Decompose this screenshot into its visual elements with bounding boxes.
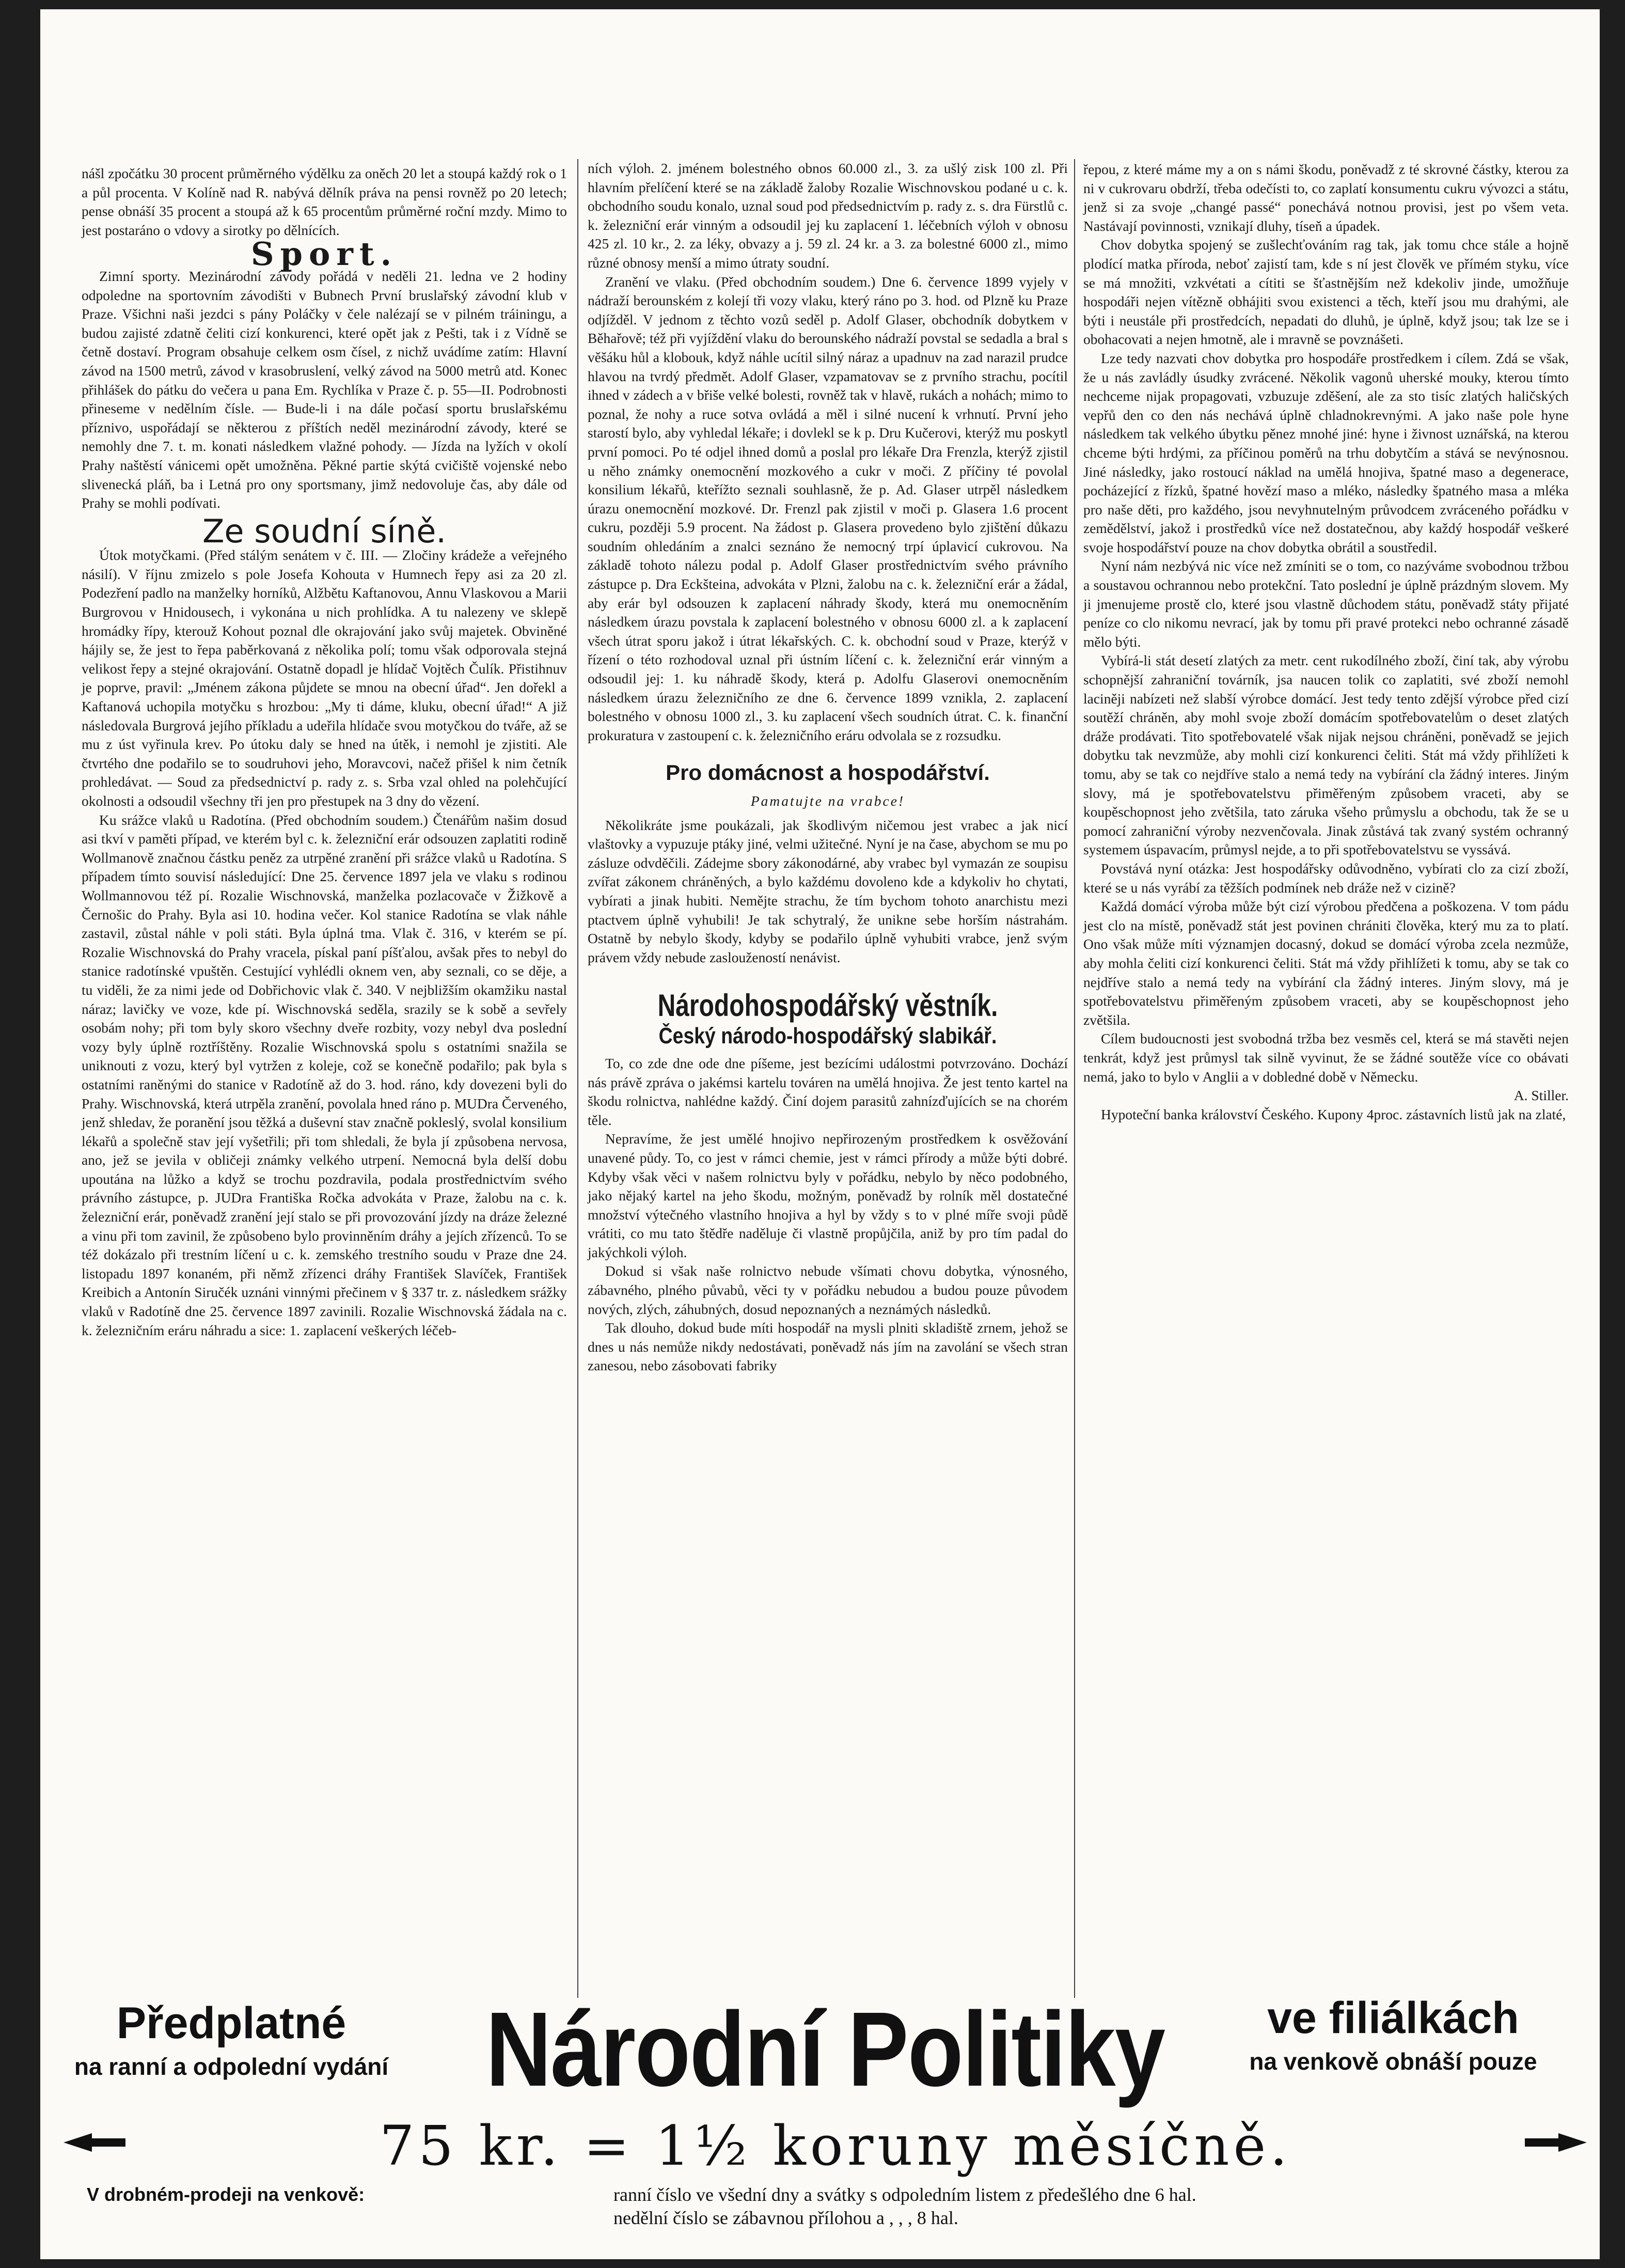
column-divider xyxy=(1074,159,1075,1998)
pointing-hand-icon xyxy=(1522,2127,1589,2158)
article-text: To, co zde dne ode dne píšeme, jest bezícími událostmi potvrzováno. Dochází nás právě zpráva o jakémsi kartelu továren na umělá hnojiva. Že jest tento kartel na škodu rolnictva, nahlédne každý. Činí dojem parasitů zahnízďujících se na chorém těle. xyxy=(588,1055,1068,1128)
article-text: Hypoteční banka království Českého. Kupony 4proc. zástavních listů jak na zlaté, xyxy=(1101,1106,1566,1122)
advert-price: 75 kr. = 1½ koruny měsíčně. xyxy=(379,2114,1292,2178)
article-text: Zimní sporty. Mezinárodní závody pořádá v neděli 21. ledna ve 2 hodiny odpoledne na sportovním závodišti v Bubnech První bruslařský závodní klub v Praze. Všichni naši jezdci s pány Poláčky v čele nalézají se v pilném tráiningu, a budou zajisté zdatně čeliti cizí konkurenci, které opět jak z Pešti, tak i z Vídně se četně dostaví. Program obsahuje celkem osm čísel, z nichž uvádíme zatím: Hlavní závod na 1500 metrů, závod v krasobruslení, velký závod na 5000 metrů atd. Konec přihlášek do pátku do večera u pana Em. Rychlíka v Praze č. p. 55—II. Podrobnosti přineseme v nedělním čísle. — Bude-li i na dále počasí sportu bruslařskému příznivo, uspořádají se některou z příštích neděl mezinárodní závody, které se nemohly dne 7. t. m. konati následkem vlažné pohody. — Jízda na lyžích v okolí Prahy naštěstí vánicemi opět umožněna. Pěkné partie skýtá cvičiště vojenské nebo slivenecká pláň, ba i Letná pro ony sportsmany, jimž nedovoluje čas, aby dále od Prahy se mohli podívati. xyxy=(82,268,567,511)
article-text: Několikráte jsme poukázali, jak škodlivým ničemou jest vrabec a jak nicí vlaštovky a vypuzuje ptáky jiné, velmi užitečné. Nyní je na čase, abychom se mu po zásluze odvděčili. Zádejme sbory zákonodárné, aby vrabec byl vymazán ze soupisu zvířat zákonem chráněných, a bylo každému dovoleno kde a kdykoliv ho chytati, vybírati a jinak hubiti. Nemějte strachu, že tím bychom tohoto anarchistu mezi ptactvem úplně vyhubili! Je tak schytralý, že unikne sebe horším nástrahám. Ostatně by nebylo škody, kdyby se podařilo úplně vyhubiti vrabce, jenž svým právem vždy nebude zasloužeností nenávist. xyxy=(588,817,1068,965)
column-3 xyxy=(1083,160,1569,1124)
article-text: řepou, z které máme my a on s námi škodu, poněvadž z té skrovné částky, kterou za ni v cukrovaru obdrží, třeba odečísti to, co zaplatí konsumentu cukru vývozci a státu, jenž si za svoje „changé passé“ ponechává notnou provisi, jest po všem veta. Nastávají povinnosti, vznikají dluhy, tíseň a úpadek. xyxy=(1083,161,1569,234)
article-text: Lze tedy nazvati chov dobytka pro hospodáře prostředkem i cílem. Zdá se však, že u nás zavládly úsudky zvrácené. Několik vagonů uherské mouky, kterou tímto nechceme nijak propagovati, vzbuzuje zděšení, ale za sto tisíc zlatých haličských vepřů den co den nás nechává úplně chladnokrevnými. A jako naše pole hyne následkem tak velkého úbytku pěnez mnohé jiné: hyne i živnost uznářská, na kterou chceme býti hrdými, za příčinou poměrů na trhu dobytčím a stává se nevýnosnou. Jiné následky, jako rostoucí náklad na umělá hnojiva, špatné maso a degenerace, pocházející z řízků, špatné hovězí maso a mléko, následky špatného masa a mléka pro naše děti, pro každého, jsou nevyhnutelným průvodcem zvráceného pořádku v zemědělství, jakož i prostředků více než dostatečnou, aby každý hospodář veškeré svoje hospodářství pouze na chov dobytka obrátil a soustředil. xyxy=(1083,350,1569,555)
article-text: Každá domácí výroba může být cizí výrobou předčena a poškozena. V tom pádu jest clo na místě, poněvadž stát jest povinen chrániti člověka, který mu za to platí. Ono však může míti významjen docasný, dokud se domácí výroba zcela nezmůže, aby mohla čeliti cizí konkurenci čeliti. Stát má vždy přihlížeti k tomu, aby se tak co nejdříve stalo a nemá tedy na vybírání cla žádný interes. Jiným slovy, má je spotřebovatelstvu přiměřeným způsobem vraceti, aby se koupěschopnost jeho zvětšila. xyxy=(1083,898,1569,1028)
section-heading-court: Ze soudní síně. xyxy=(202,512,447,550)
section-heading-sport: Sport. xyxy=(250,235,398,273)
article-text: Ku srážce vlaků u Radotína. (Před obchodním soudem.) Čtenářům našim dosud asi tkví v paměti případ, ve kterém byl c. k. železniční erár odsouzen zaplatiti rodině Wollmanově značnou částku peněz za utrpěné zranění při srážce vlaků u Radotína. S případem tímto souvisí následující: Dne 25. července 1897 jela ve vlaku s rodinou Wollmannovou též pí. Rozalie Wischnovská, manželka pozlacovače v Žižkově a Černošic do Prahy. Byla asi 10. hodina večer. Kol stanice Radotína se vlak náhle zastavil, zůstal náhle v poli státi. Byla úplná tma. Vlak č. 316, v kterém se pí. Rozalie Wischnovská do Prahy vracela, pískal paní píšťalou, avšak přes to nebyl do stanice radotínské vpuštěn. Cestující vyhlédli oknem ven, aby seznali, co se děje, a tu viděli, že za nimi jede od Dobřichovic vlak č. 340. V nejbližším okamžiku nastal náraz; lavičky ve voze, kde pí. Wischnovská seděla, srazily se k sobě a sevřely osobám nohy; při tom byly skoro všechny dveře rozbity, vozy nebyl dva poslední vozy byly úplně roztříštěny. Rozalie Wischnovská spolu s ostatními snažila se uniknouti z vozu, který byl vytržen z koleje, což se konečně podařilo; pak byla s ostatními raněnými do stanice v Radotíně až do 3. hod. ráno, kdy dovezeni byli do Prahy. Wischnovská, která utrpěla zranění, povolala hned ráno p. MUDra Červeného, jenž shledav, že poranění jsou těžká a duševní stav značně pokleslý, svolal konsilium lékařů a společně stav její vyšetřili; při tom shledali, že byla jí způsobena nervosa, ano, jež se jevila v obličeji známky velkého utrpení. Nemocná byla delší dobu upoutána na lůžko a když se trochu pozdravila, podala prostřednictvím svého právního zástupce, p. JUDra Františka Ročka advokáta v Praze, žalobu na c. k. železniční erár, poněvadž zranění její stalo se při provozování jízdy na dráze železné a vinu při tom zavinil, že způsobeno bylo provinněním dráhy a jejích zřízenců. To se též dokázalo při trestním líčení u c. k. zemského trestního soudu v Praze dne 24. listopadu 1897 konaném, při němž zřízenci dráhy František Slavíček, František Kreibich a Antonín Siručék uznáni vinnými přečinem v § 337 tr. z. následkem srážky vlaků v Radotíně dne 25. července 1897 zavinili. Rozalie Wischnovská žádala na c. k. železničním eráru náhradu a sice: 1. zaplacení veškerých léčeb- xyxy=(82,811,567,1338)
article-text: Dokud si však naše rolnictvo nebude všímati chovu dobytka, výnosného, zábavného, plného půvabů, věci ty v pořádku nebudou a budou pouze původem nových, zlých, záhubných, dosud nepoznaných a neznámých následků. xyxy=(588,1263,1068,1317)
column-2 xyxy=(588,159,1068,1375)
article-text: ních výloh. 2. jménem bolestného obnos 60.000 zl., 3. za ušlý zisk 100 zl. Při hlavním přelíčení které se na základě žaloby Rozalie Wischnovskou podané u c. k. obchodního soudu konalo, uznal soud pod předsednictvím p. rady z. s. dra Fürstlů c. k. železniční erár vinným a odsoudil jej ku zaplacení 1. léčebních výloh v obnosu 425 zl. 10 kr., 2. za léky, obvazy a j. 59 zl. 24 kr. a 3. za bolestné 6000 zl., mimo různé obnosy menší a mimo útraty soudní. xyxy=(588,160,1068,271)
advert-ranni: na ranní a odpolední vydání xyxy=(74,2053,389,2080)
column-divider xyxy=(577,159,578,1998)
advert-line-1: ranní číslo ve všední dny a svátky s odpoledním listem z předešlého dne 6 hal. xyxy=(613,2184,1196,2205)
author-signature: A. Stiller. xyxy=(1513,1087,1569,1104)
pointing-hand-icon xyxy=(61,2127,128,2158)
advert-line-2: nedělní číslo se zábavnou přílohou a , , , 8 hal. xyxy=(613,2208,958,2228)
subheading: Český národo-hospodářský slabikář. xyxy=(658,1023,997,1049)
column-1 xyxy=(82,164,567,1340)
section-heading-economy: Národohospodářský věstník. xyxy=(657,988,998,1023)
advert-drobnem: V drobném-prodeji na venkově: xyxy=(87,2184,365,2205)
article-text: Povstává nyní otázka: Jest hospodářsky odůvodněno, vybírati clo za cizí zboží, které se u nás vyrábí za těžších podmínek neb dráže než v cizině? xyxy=(1083,860,1569,896)
advert-filialkach: ve filiálkách xyxy=(1267,1993,1519,2043)
advert-predplatne: Předplatné xyxy=(116,1998,346,2048)
article-text: Nyní nám nezbývá nic více než zmíniti se o tom, co nazýváme svobodnou tržbou a soustavou ochrannou nebo protekční. Tato poslední je úplně prázdným slovem. My ji jmenujeme prostě clo, které jsou vlastně důchodem státu, poněvadž státy přijaté peníze co clo nikomu nevrací, jak by tomu při pravé protekci nebo ochranné zásadě mělo býti. xyxy=(1083,558,1569,650)
article-text: Útok motyčkami. (Před stálým senátem v č. III. — Zločiny krádeže a veřejného násilí). V říjnu zmizelo s pole Josefa Kohouta v Humnech řepy asi za 20 zl. Podezření padlo na manželky horníků, Alžbětu Kaftanovou, Annu Vlaskovou a Marii Burgrovou v Hnidousech, i vykonána u nich prohlídka. A tu nalezeny ve sklepě hromádky řípy, kterouž Kohout poznal dle okrajování jako svůj majetek. Obviněné hájily se, že jest to řepa paběrkovaná z několika polí; tomu však odporovala stejná velikost řepy a stejné okrajování. Ostatně dopadl je hlídač Vojtěch Čulík. Přistihnuv je poprve, pravil: „Jménem zákona půjdete se mnou na obecní úřad“. Jen dořekl a Kaftanová uchopila motyčku s hrozbou: „My ti dáme, kluku, obecní úřad!“ A již následovala Burgrová jejího příkladu a udeřila hlídače svou motyčkou do tváře, až se mu z úst vyřinula krev. Po útoku daly se hned na útěk, i nemohl je zjistiti. Ale čtvrtého dne podařilo se to soudruhovi jeho, Moravcovi, načež přišel k nim četník prohledávat. — Soud za předsednictví p. rady z. s. Srba vzal ohled na polehčující okolnosti a odsoudil všechny tři jen pro přestupek na 3 dny do vězení. xyxy=(82,547,567,809)
article-text: Zranění ve vlaku. (Před obchodním soudem.) Dne 6. července 1899 vyjely v nádraží berounském z kolejí tři vozy vlaku, který ráno po 3. hod. od Plzně ku Praze odjížděl. V jednom z těchto vozů seděl p. Adolf Glaser, obchodník dobytkem v Běhařově; též při vyjíždění vlaku do berounského nádraží povstal se sedadla a bral s věšáku hůl a klobouk, když náhle ucítil silný náraz a upadnuv na zad narazil prudce hlavou na tvrdý předmět. Adolf Glaser, vzpamatovav se z prvního strachu, pocítil ihned v zádech a v břiše velké bolesti, rovněž tak v hlavě, rukách a nohách; mimo to poznal, že nohy a ruce sotva ovládá a měl i silné nucení k vrhnutí. První jeho starostí bylo, aby vyhledal lékaře; i dovlekl se k p. Dru Kučerovi, kterýž mu poskytl první pomoci. Po té odjel ihned domů a poslal pro lékaře Dra Frenzla, kterýž zjistil u něho známky onemocnění mozkového a cukr v moči. Z příčiny té povolal konsilium lékařů, kteřížto seznali souhlasně, že p. Ad. Glaser utrpěl následkem úrazu onemocnění mozkové. Dr. Frenzl pak zjistil v moči p. Glasera 1.6 procent cukru, později 5.9 procent. Na žádost p. Glasera provedeno bylo zjištění důkazu soudním ohledáním a znalci seznáno že nemocný trpí úplavicí cukrovou. Na základě tohoto nálezu podal p. Adolf Glaser prostřednictvím svého právního zástupce p. Dra Eckšteina, advokáta v Plzni, žalobu na c. k. železniční erár a žádal, aby erár byl odsouzen k zaplacení náhrady škody, která mu onemocněním následkem úrazu povstala k zaplacení bolestného v obnosu 6000 zl. a k zaplacení všech útrat sporu jakož i útrat lékařských. C. k. obchodní soud v Praze, kterýž v řízení o této rozhodoval uznal při ústním líčení c. k. železniční erár vinným a odsoudil jej: 1. ku náhradě škody, která p. Adolfu Glaserovi onemocněním následkem úrazu železničního ze dne 6. července 1899 vznikla, 2. zaplacení bolestného v obnosu 1000 zl., 3. ku zaplacení všech soudních útrat. C. k. finanční prokuratura v zastoupení c. k. železničního eráru odvolala se z rozsudku. xyxy=(588,273,1068,743)
article-text: Vybírá-li stát desetí zlatých za metr. cent rukodílného zboží, činí tak, aby výrobu schopnější zahraniční továrník, jsa naucen tolik co zaplatiti, své zboží nemohl laciněji nabízeti než slabší výrobce domácí. Jest tedy tento zdější výrobce před cizí soutěží chráněn, aby mohl svoje zboží domácím spotřebovatelům o deset zlatých dráže prodávati. Tito spotřebovatelé však nijak nejsou chráněni, poněvadž se jejich dobytku tak nevzmůže, aby mohli cizí konkurenci čeliti. Stát má vždy přihlížeti k tomu, aby se tak co nejdříve stalo a nemá tedy na vybírání cla žádný interes. Jiným slovy, má je spotřebovatelstvu přiměřeným způsobem vraceti, aby se koupěschopnost jeho zvětšila, tato záruka všeho průmyslu a obchodu, tak že se u pomocí zahraniční výroby nezvenčovala. Jinak zůstává tak zvaný systém ochranný systemem úspavacím, průmysl nejde, a to při spotřebovatelstvu se vyssává. xyxy=(1083,652,1569,858)
subscription-advert xyxy=(56,1988,1584,2256)
article-text: nášl zpočátku 30 procent průměrného výdělku za oněch 20 let a stoupá každý rok o 1 a půl procenta. V Kolíně nad R. nabývá dělník práva na pensi rovněž po 20 letech; pense obnáší 35 procent a stoupá až k 65 procentům průměrné roční mzdy. Mimo to jest postaráno o vdovy a sirotky po dělnících. xyxy=(82,165,567,238)
section-heading-household: Pro domácnost a hospodářství. xyxy=(666,760,990,785)
article-text: Nepravíme, že jest umělé hnojivo nepřirozeným prostředkem k osvěžování unavené půdy. To, co jest v rámci chemie, jest v rámci přírody a může býti dobré. Kdyby však věci v našem rolnictvu byly v pořádku, nebylo by něco podobného, jako nějaký kartel na jeho škodu, možným, poněvadž by rolník měl dostatečné množství výtečného vlastního hnojiva a hyl by vždy s to v plné míře svoji půdě vrátiti, co mu tato štědře naděluje či vlastně propůjčila, aniž by pro tím padal do jakýchkoli výloh. xyxy=(588,1131,1068,1260)
article-text: Cílem budoucnosti jest svobodná tržba bez vesměs cel, která se má stavěti nejen tenkrát, když jest průmysl tak silně vyvinut, že se žádné soutěže více co obávati nemá, jako to bylo v Anglii a v dobledné době v Německu. xyxy=(1083,1030,1569,1085)
article-text: Tak dlouho, dokud bude míti hospodář na mysli plniti skladiště zrnem, jehož se dnes u nás nemůže nikdy nedostávati, poněvadž nás jím na zavolání se všech stran zanesou, nebo zásobovati fabriky xyxy=(588,1320,1068,1374)
subheading: Pamatujte na vrabce! xyxy=(750,793,905,809)
article-text: Chov dobytka spojený se zušlechťováním rag tak, jak tomu chce stále a hojně plodící matka příroda, neboť zajistí tam, kde s ní jest člověk ve přímém styku, více se má množiti, vzkvétati a cítiti se šťastnějším než kdekoliv jinde, umožňuje hospodáři nejen vítězně obhájiti svou existenci a těch, kteří jsou mu drahými, ale býti i neustále při prostředcích, nepadati do dluhů, je úplně, když jsou; tak lze se i obohacovati a nejen hmotně, ale i mravně se povznášeti. xyxy=(1083,237,1569,348)
advert-title: Národní Politiky xyxy=(485,1990,1165,2108)
advert-venkove: na venkově obnáší pouze xyxy=(1249,2048,1537,2075)
newspaper-page xyxy=(40,9,1600,2259)
